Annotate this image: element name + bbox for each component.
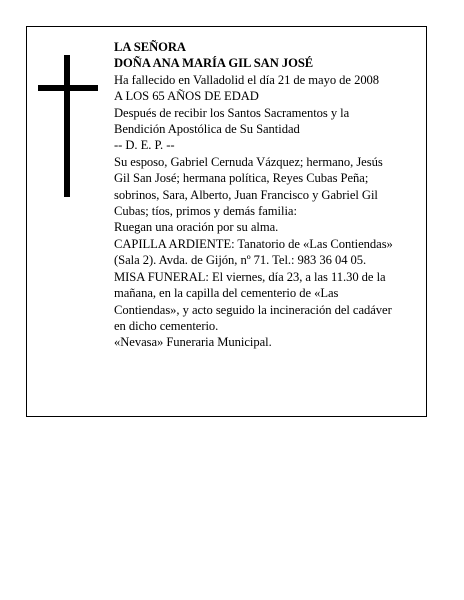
title-line-deceased-name: DOÑA ANA MARÍA GIL SAN JOSÉ	[114, 56, 314, 71]
body-line-family-2: Gil San José; hermana política, Reyes Cubas Peña;	[114, 171, 369, 186]
body-line-mass-3: Contiendas», y acto seguido la incineración del cadáver	[114, 302, 392, 317]
title-line-honorific: LA SEÑORA	[114, 40, 186, 54]
body-line-family-1: Su esposo, Gabriel Cernuda Vázquez; hermano, Jesús	[114, 154, 383, 169]
cross-icon	[38, 55, 98, 197]
cross-vertical-bar	[64, 55, 70, 197]
body-line-mass-2: mañana, en la capilla del cementerio de «Las	[114, 286, 339, 301]
body-line-age: A LOS 65 AÑOS DE EDAD	[114, 89, 259, 104]
body-line-family-3: sobrinos, Sara, Alberto, Juan Francisco y Gabriel Gil	[114, 187, 378, 202]
body-line-blessing: Bendición Apostólica de Su Santidad	[114, 122, 300, 137]
body-line-chapel-1: CAPILLA ARDIENTE: Tanatorio de «Las Contiendas»	[114, 236, 393, 251]
body-line-sacraments: Después de recibir los Santos Sacramentos y la	[114, 105, 350, 120]
body-line-mass-4: en dicho cementerio.	[114, 318, 219, 333]
obituary-text	[114, 39, 424, 351]
body-line-rip: -- D. E. P. --	[114, 138, 175, 153]
cross-horizontal-bar	[38, 85, 98, 91]
body-line-prayer: Ruegan una oración por su alma.	[114, 220, 279, 235]
body-line-death-date: Ha fallecido en Valladolid el día 21 de mayo de 2008	[114, 72, 380, 87]
body-line-chapel-2: (Sala 2). Avda. de Gijón, nº 71. Tel.: 983 36 04 05.	[114, 253, 367, 268]
body-line-mass-1: MISA FUNERAL: El viernes, día 23, a las 11.30 de la	[114, 269, 386, 284]
body-line-funeral-home: «Nevasa» Funeraria Municipal.	[114, 335, 272, 350]
body-line-family-4: Cubas; tíos, primos y demás familia:	[114, 204, 297, 219]
